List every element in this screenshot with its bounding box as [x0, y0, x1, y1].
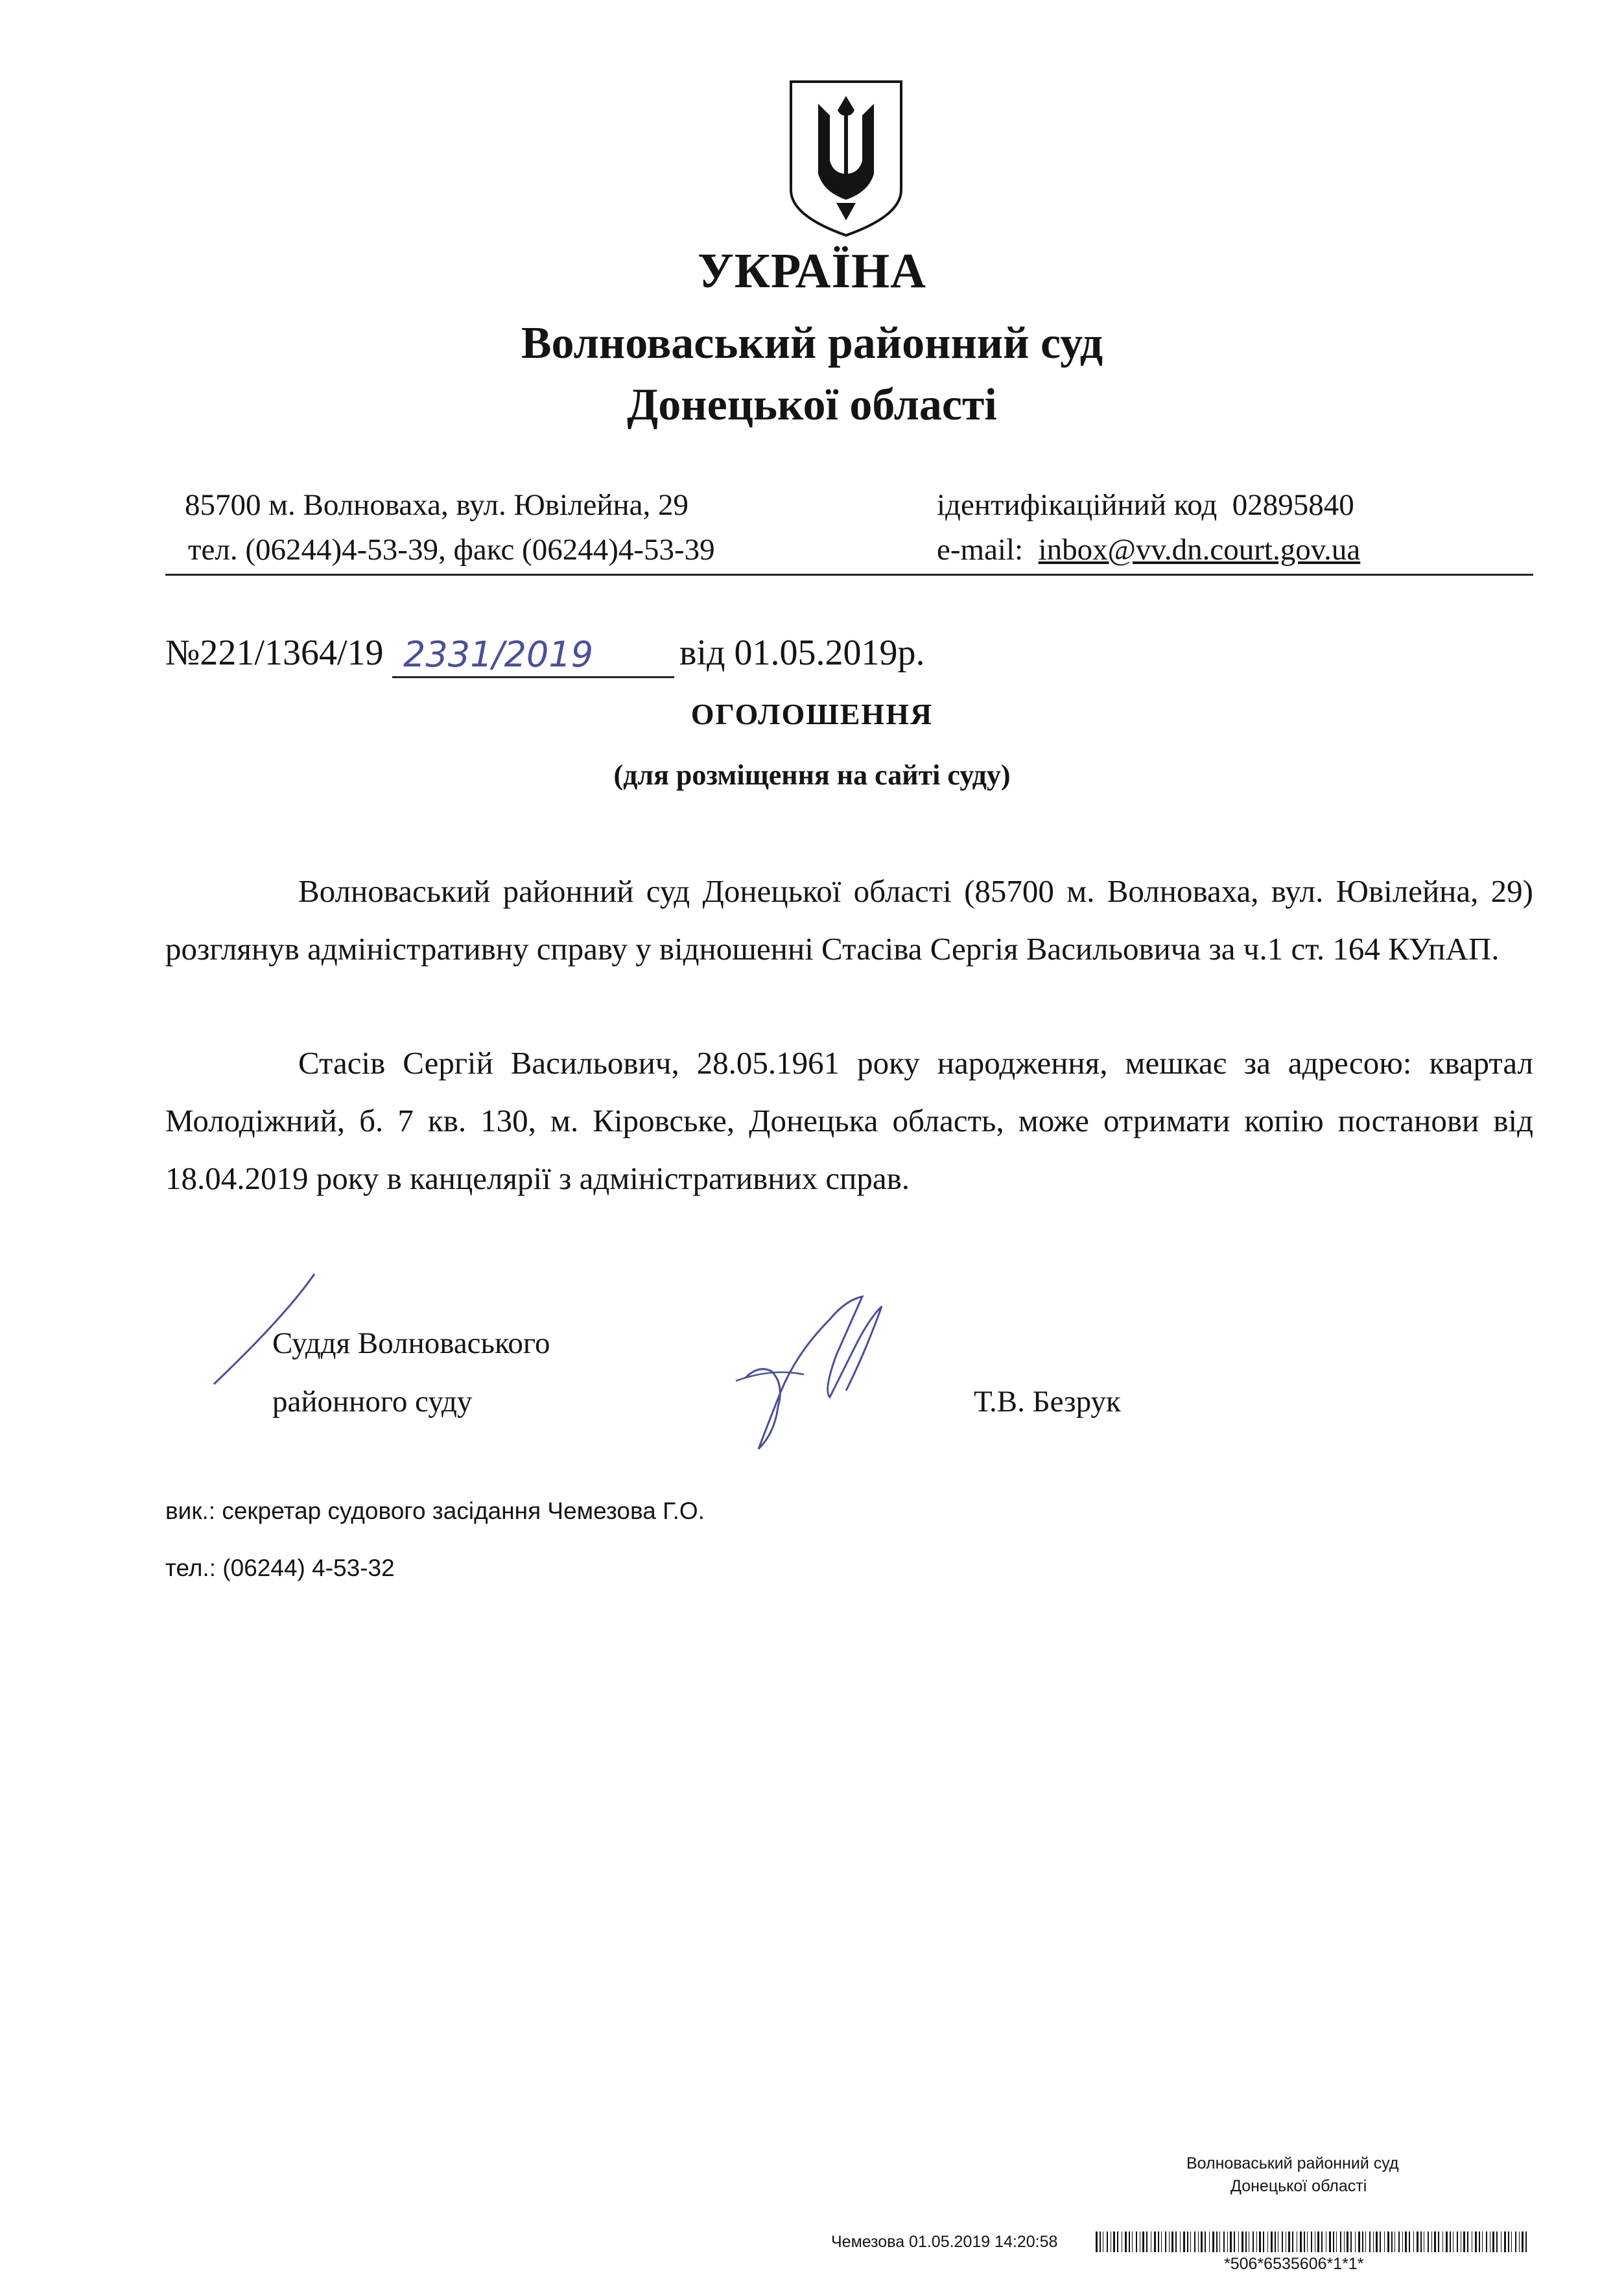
id-code-value: 02895840 — [1232, 488, 1354, 522]
header-divider — [165, 574, 1533, 576]
barcode-bar — [1165, 2231, 1166, 2252]
barcode-bar — [1376, 2231, 1378, 2252]
barcode-bar — [1212, 2231, 1214, 2252]
barcode-bar — [1267, 2231, 1268, 2252]
barcode-bar — [1113, 2231, 1115, 2252]
stamp-org-line2: Донецької області — [1230, 2177, 1367, 2195]
email-label: e-mail: — [937, 533, 1024, 567]
barcode-bar — [1420, 2231, 1422, 2252]
barcode-bar — [1522, 2231, 1524, 2252]
barcode-bar — [1446, 2231, 1448, 2252]
barcode-bar — [1146, 2231, 1147, 2252]
barcode-bar — [1409, 2231, 1410, 2252]
barcode-bar — [1171, 2231, 1173, 2252]
barcode-bar — [1525, 2231, 1527, 2252]
document-title: ОГОЛОШЕННЯ — [690, 698, 934, 731]
paragraph-case — [165, 862, 1533, 978]
barcode-bar — [1282, 2231, 1283, 2252]
barcode-bar — [1504, 2231, 1506, 2252]
barcode-bar — [1187, 2231, 1188, 2252]
barcode-bar — [1317, 2231, 1319, 2252]
barcode-bar — [1304, 2231, 1305, 2252]
paragraph-case-text: Волноваський районний суд Донецької області (85700 м. Волноваха, вул. Ювілейна, 29) розглянув адміністративну справу у відношенні Стасіва Сергія Васильовича за ч.1 ст. 164 КУпАП. — [165, 873, 1533, 967]
email-line — [937, 532, 1360, 567]
barcode-bar — [1387, 2231, 1389, 2252]
barcode-bar — [1245, 2231, 1247, 2252]
barcode-bar — [1467, 2231, 1468, 2252]
barcode-bar — [1180, 2231, 1181, 2252]
barcode-bar — [1154, 2231, 1156, 2252]
barcode-bar — [1475, 2231, 1477, 2252]
barcode-bar — [1107, 2231, 1108, 2252]
barcode-bar — [1219, 2231, 1220, 2252]
barcode-bar — [1398, 2231, 1400, 2252]
barcode-bar — [1209, 2231, 1210, 2252]
barcode-bar — [1365, 2231, 1366, 2252]
barcode-bar — [1355, 2231, 1356, 2252]
barcode-bar — [1434, 2231, 1436, 2252]
email-link[interactable]: inbox@vv.dn.court.gov.ua — [1038, 533, 1361, 567]
barcode-bar — [1405, 2231, 1407, 2252]
stamp-registration-info: Чемезова 01.05.2019 14:20:58 — [831, 2233, 1058, 2251]
barcode-bar — [1463, 2231, 1465, 2252]
barcode-bar — [1275, 2231, 1276, 2252]
barcode-bar — [1175, 2231, 1177, 2252]
barcode-bar — [1125, 2231, 1127, 2252]
stamp-org-line1: Волноваський районний суд — [1186, 2154, 1399, 2172]
executor-phone: тел.: (06244) 4-53-32 — [165, 1555, 395, 1581]
barcode-bar — [1508, 2231, 1509, 2252]
paragraph-notice-text: Стасів Сергій Васильович, 28.05.1961 року народження, мешкає за адресою: квартал Молодіжний, б. 7 кв. 130, м. Кіровське, Донецька область, може отримати копію постанови від 18.04.2019 року в канцелярії з адміністративних справ. — [165, 1045, 1533, 1196]
barcode-bar — [1263, 2231, 1264, 2252]
barcode-bar — [1307, 2231, 1308, 2252]
handwritten-signature — [733, 1293, 888, 1452]
barcode-bar — [1100, 2231, 1101, 2252]
barcode-bar — [1496, 2231, 1498, 2252]
country-name: УКРАЇНА — [697, 244, 927, 298]
paragraph-notice — [165, 1034, 1533, 1207]
trident-coat-of-arms-icon — [784, 77, 908, 239]
barcode-bar — [1369, 2231, 1371, 2252]
barcode-bar — [1223, 2231, 1225, 2252]
barcode-bar — [1428, 2231, 1429, 2252]
barcode-bar — [1431, 2231, 1432, 2252]
barcode-bar — [1486, 2231, 1487, 2252]
barcode-bar — [1169, 2231, 1170, 2252]
barcode-bar — [1402, 2231, 1403, 2252]
court-name-line2: Донецької області — [627, 380, 997, 430]
barcode-bar — [1183, 2231, 1185, 2252]
barcode-bar — [1511, 2231, 1512, 2252]
barcode-bar — [1413, 2231, 1414, 2252]
barcode-bar — [1242, 2231, 1243, 2252]
barcode-bar — [1336, 2231, 1337, 2252]
barcode-bar — [1515, 2231, 1516, 2252]
barcode-bar — [1238, 2231, 1239, 2252]
barcode-bar — [1288, 2231, 1290, 2252]
svg-text:2331/2019: 2331/2019 — [403, 634, 594, 675]
barcode-bar — [1457, 2231, 1458, 2252]
barcode-bar — [1256, 2231, 1257, 2252]
document-date: від 01.05.2019р. — [679, 633, 925, 673]
barcode-bar — [1519, 2231, 1520, 2252]
barcode-bar — [1321, 2231, 1323, 2252]
barcode-bar — [1227, 2231, 1228, 2252]
barcode-bar — [1136, 2231, 1137, 2252]
barcode-bar — [1450, 2231, 1451, 2252]
handwritten-registration-number — [397, 629, 669, 681]
barcode-bar — [1391, 2231, 1393, 2252]
barcode-bar — [1300, 2231, 1302, 2252]
barcode-bar — [1230, 2231, 1232, 2252]
outgoing-number: №221/1364/19 — [165, 633, 384, 673]
judge-title-line2: районного суду — [272, 1385, 473, 1419]
barcode-bar — [1259, 2231, 1261, 2252]
barcode-bar — [1234, 2231, 1235, 2252]
barcode-bar — [1442, 2231, 1443, 2252]
barcode-bar — [1311, 2231, 1312, 2252]
barcode-bar — [1350, 2231, 1352, 2252]
barcode-bar — [1216, 2231, 1218, 2252]
id-code-label: ідентифікаційний код — [937, 488, 1218, 522]
barcode-bar — [1271, 2231, 1273, 2252]
barcode-bar — [1161, 2231, 1162, 2252]
barcode-caption: *506*6535606*1*1* — [1224, 2255, 1364, 2273]
barcode-bar — [1479, 2231, 1480, 2252]
barcode-bar — [1132, 2231, 1133, 2252]
barcode-bar — [1347, 2231, 1348, 2252]
barcode-bar — [1417, 2231, 1418, 2252]
barcode-bar — [1292, 2231, 1293, 2252]
barcode-bar — [1117, 2231, 1118, 2252]
barcode-bar — [1201, 2231, 1203, 2252]
barcode-bar — [1129, 2231, 1130, 2252]
barcode-bar — [1344, 2231, 1345, 2252]
barcode-bar — [1362, 2231, 1363, 2252]
barcode-bar — [1380, 2231, 1381, 2252]
barcode — [1096, 2231, 1533, 2252]
barcode-bar — [1198, 2231, 1199, 2252]
barcode-bar — [1333, 2231, 1334, 2252]
id-code-line — [937, 488, 1354, 523]
barcode-bar — [1205, 2231, 1206, 2252]
court-name-line1: Волноваський районний суд — [521, 318, 1103, 368]
executor-line: вик.: секретар судового засідання Чемезова Г.О. — [165, 1498, 705, 1524]
barcode-bar — [1492, 2231, 1494, 2252]
court-phones: тел. (06244)4-53-39, факс (06244)4-53-39 — [188, 533, 715, 567]
barcode-bar — [1096, 2231, 1098, 2252]
barcode-bar — [1142, 2231, 1144, 2252]
court-address: 85700 м. Волноваха, вул. Ювілейна, 29 — [185, 488, 689, 522]
barcode-bar — [1340, 2231, 1341, 2252]
barcode-bar — [1438, 2231, 1439, 2252]
barcode-bar — [1358, 2231, 1360, 2252]
barcode-bar — [1384, 2231, 1385, 2252]
barcode-bar — [1253, 2231, 1254, 2252]
barcode-bar — [1190, 2231, 1191, 2252]
barcode-bar — [1194, 2231, 1195, 2252]
judge-title-line1: Суддя Волноваського — [272, 1326, 550, 1360]
barcode-bar — [1482, 2231, 1483, 2252]
barcode-bar — [1329, 2231, 1331, 2252]
barcode-bar — [1373, 2231, 1374, 2252]
barcode-bar — [1158, 2231, 1159, 2252]
document-subtitle: (для розміщення на сайті суду) — [613, 759, 1011, 791]
judge-name: Т.В. Безрук — [974, 1385, 1121, 1419]
